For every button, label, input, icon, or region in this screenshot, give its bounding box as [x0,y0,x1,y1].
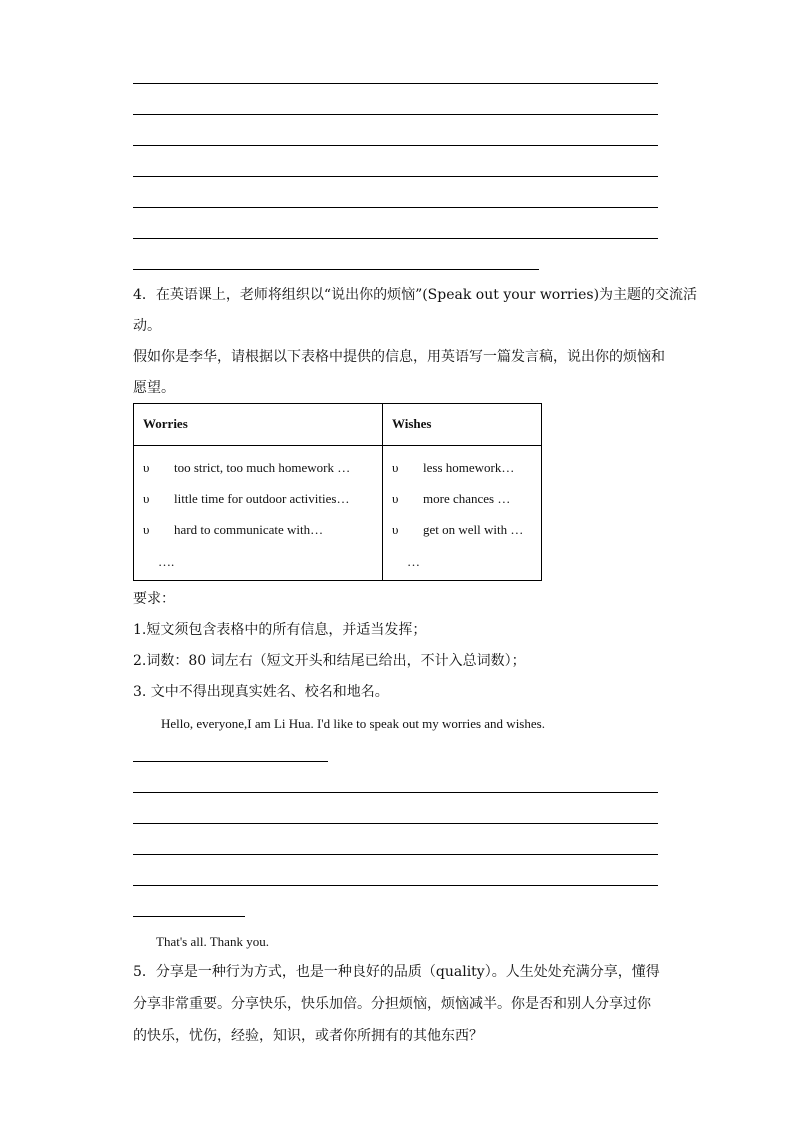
worries-wishes-table [133,403,542,581]
requirements-title: 要求： [133,591,175,607]
worries-header: Worries [134,404,383,446]
worry-item: υ hard to communicate with… [134,514,382,545]
worries-ellipsis: …. [158,554,175,569]
writing-line [133,83,658,84]
writing-line [133,145,658,146]
q5-prompt-line2: 分享非常重要。分享快乐，快乐加倍。分担烦恼，烦恼减半。你是否和别人分享过你 [133,996,651,1012]
bullet-icon: υ [392,460,399,475]
writing-line [133,114,658,115]
writing-line [133,916,245,917]
writing-line [133,176,658,177]
wishes-header: Wishes [383,404,542,446]
writing-line [133,269,539,270]
requirement-3: 3. 文中不得出现真实姓名、校名和地名。 [133,684,389,700]
requirement-2: 2.词数：80 词左右（短文开头和结尾已给出，不计入总词数）； [133,653,526,669]
essay-opening: Hello, everyone,I am Li Hua. I'd like to speak out my worries and wishes. [161,716,545,731]
bullet-icon: υ [143,491,150,506]
q4-prompt-line2: 动。 [133,318,161,334]
writing-line [133,207,658,208]
wish-item: υ less homework… [383,452,541,483]
bullet-icon: υ [143,522,150,537]
q5-prompt-line3: 的快乐，忧伤，经验，知识，或者你所拥有的其他东西？ [133,1028,483,1044]
worry-item: υ too strict, too much homework … [134,452,382,483]
q4-prompt-line4: 愿望。 [133,380,175,396]
bullet-icon: υ [392,491,399,506]
writing-line [133,792,658,793]
bullet-icon: υ [392,522,399,537]
wish-item: υ more chances … [383,483,541,514]
requirement-1: 1.短文须包含表格中的所有信息，并适当发挥； [133,622,427,638]
writing-line [133,238,658,239]
q4-prompt-line1: 4．在英语课上，老师将组织以“说出你的烦恼”(Speak out your worries)为主题的交流活 [133,287,698,303]
q5-prompt-line1: 5．分享是一种行为方式，也是一种良好的品质（quality）。人生处处充满分享，懂得 [133,964,660,980]
essay-closing: That's all. Thank you. [156,934,269,949]
writing-line [133,823,658,824]
writing-line [133,885,658,886]
bullet-icon: υ [143,460,150,475]
wish-item: υ get on well with … [383,514,541,545]
wishes-cell [383,446,542,581]
writing-line [133,761,328,762]
writing-line [133,854,658,855]
wishes-ellipsis: … [407,554,420,569]
worries-cell [134,446,383,581]
q4-prompt-line3: 假如你是李华，请根据以下表格中提供的信息，用英语写一篇发言稿，说出你的烦恼和 [133,349,665,365]
worry-item: υ little time for outdoor activities… [134,483,382,514]
